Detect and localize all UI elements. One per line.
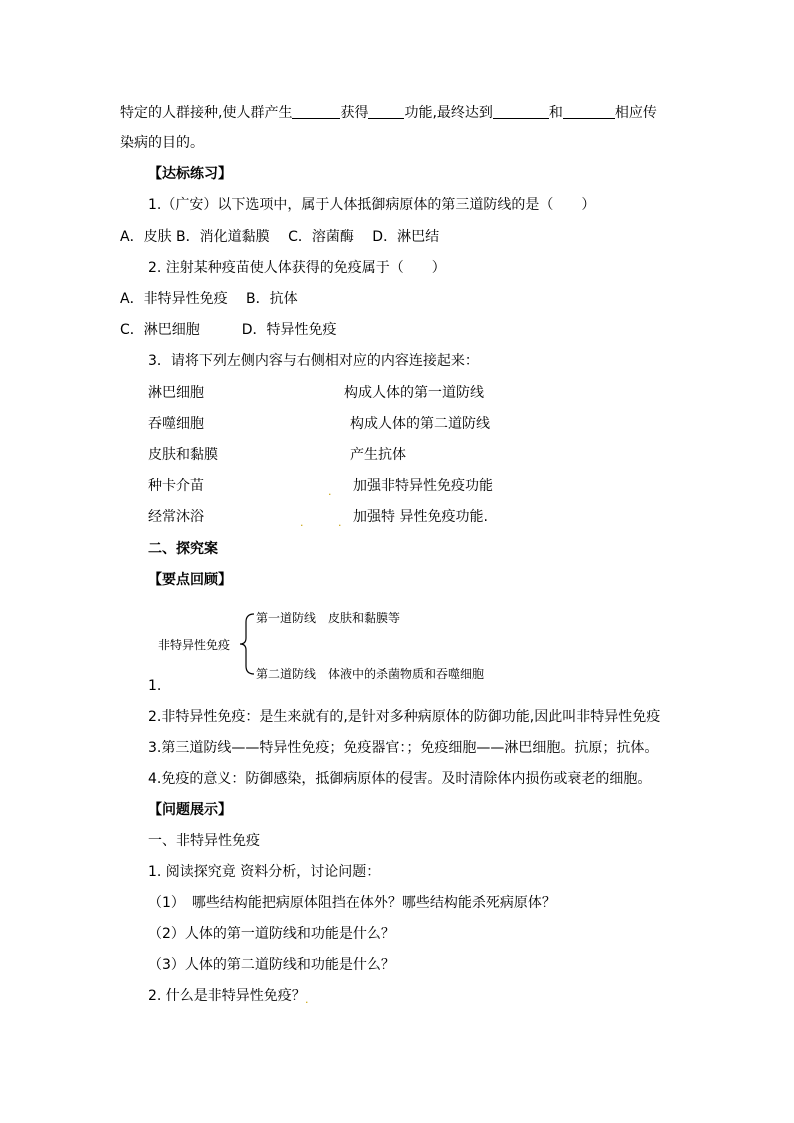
discussion-1b: （2）人体的第一道防线和功能是什么？ xyxy=(148,926,395,942)
discussion-1c: （3）人体的第二道防线和功能是什么？ xyxy=(148,957,395,973)
match-right-item: 加强特 异性免疫功能. xyxy=(353,509,488,525)
match-right-item: 加强非特异性免疫功能 xyxy=(353,478,493,494)
match-left-item: 淋巴细胞 xyxy=(148,385,204,401)
fill-blank[interactable] xyxy=(292,104,340,119)
brace-icon xyxy=(238,612,256,676)
point-4: 4.免疫的意义：防御感染，抵御病原体的侵害。及时清除体内损伤或衰老的细胞。 xyxy=(148,771,652,787)
match-right-item: 构成人体的第二道防线 xyxy=(350,416,490,432)
point-1: 1. xyxy=(148,678,162,694)
discussion-1: 1. 阅读探究竟 资料分析，讨论问题： xyxy=(148,864,381,880)
text-segment: 相应传 xyxy=(614,105,657,121)
text-segment: 特定的人群接种,使人群产生 xyxy=(120,105,293,121)
part-1-heading: 一、非特异性免疫 xyxy=(148,833,260,849)
fill-blank[interactable] xyxy=(563,104,615,119)
diagram-root-label: 非特异性免疫 xyxy=(158,638,231,652)
text-segment: 和 xyxy=(548,105,563,121)
scan-dot: . xyxy=(338,516,342,529)
match-left-item: 皮肤和黏膜 xyxy=(148,447,218,463)
problem-heading: 【问题展示】 xyxy=(148,802,232,818)
point-2: 2.非特异性免疫：是生来就有的,是针对多种病原体的防御功能,因此叫非特异性免疫 xyxy=(148,709,661,725)
question-2: 2. 注射某种疫苗使人体获得的免疫属于（ ） xyxy=(148,260,446,276)
practice-heading: 【达标练习】 xyxy=(148,166,232,182)
review-heading: 【要点回顾】 xyxy=(148,572,232,588)
paragraph-line-1 xyxy=(120,104,657,122)
match-right-item: 构成人体的第一道防线 xyxy=(344,385,484,401)
section-2-heading: 二、探究案 xyxy=(148,541,218,557)
match-right-item: 产生抗体 xyxy=(350,447,406,463)
point-3: 3.第三道防线——特异性免疫；免疫器官：；免疫细胞——淋巴细胞。抗原；抗体。 xyxy=(148,740,659,756)
match-left-item: 种卡介苗 xyxy=(148,478,204,494)
question-2-options-cd: C．淋巴细胞 D．特异性免疫 xyxy=(120,322,337,338)
question-1: 1.（广安）以下选项中，属于人体抵御病原体的第三道防线的是（ ） xyxy=(148,197,596,213)
text-segment: 功能,最终达到 xyxy=(404,105,493,121)
scan-dot: . xyxy=(300,516,304,529)
match-left-item: 吞噬细胞 xyxy=(148,416,204,432)
fill-blank[interactable] xyxy=(493,104,549,119)
discussion-2: 2. 什么是非特异性免疫？ xyxy=(148,988,306,1004)
paragraph-line-2: 染病的目的。 xyxy=(120,135,204,151)
match-left-item: 经常沐浴 xyxy=(148,509,204,525)
question-2-options-ab: A．非特异性免疫 B．抗体 xyxy=(120,291,298,307)
diagram-branch-first-line: 第一道防线 皮肤和黏膜等 xyxy=(256,611,401,625)
discussion-1a: （1） 哪些结构能把病原体阻挡在体外？哪些结构能杀死病原体？ xyxy=(148,895,556,911)
scan-dot: . xyxy=(305,993,309,1006)
scan-dot: . xyxy=(328,485,332,498)
text-segment: 获得 xyxy=(340,105,369,121)
question-3: 3．请将下列左侧内容与右侧相对应的内容连接起来： xyxy=(148,353,479,369)
diagram-branch-second-line: 第二道防线 体液中的杀菌物质和吞噬细胞 xyxy=(256,667,485,681)
fill-blank[interactable] xyxy=(368,104,404,119)
question-1-options: A．皮肤 B．消化道黏膜 C．溶菌酶 D．淋巴结 xyxy=(120,229,440,245)
